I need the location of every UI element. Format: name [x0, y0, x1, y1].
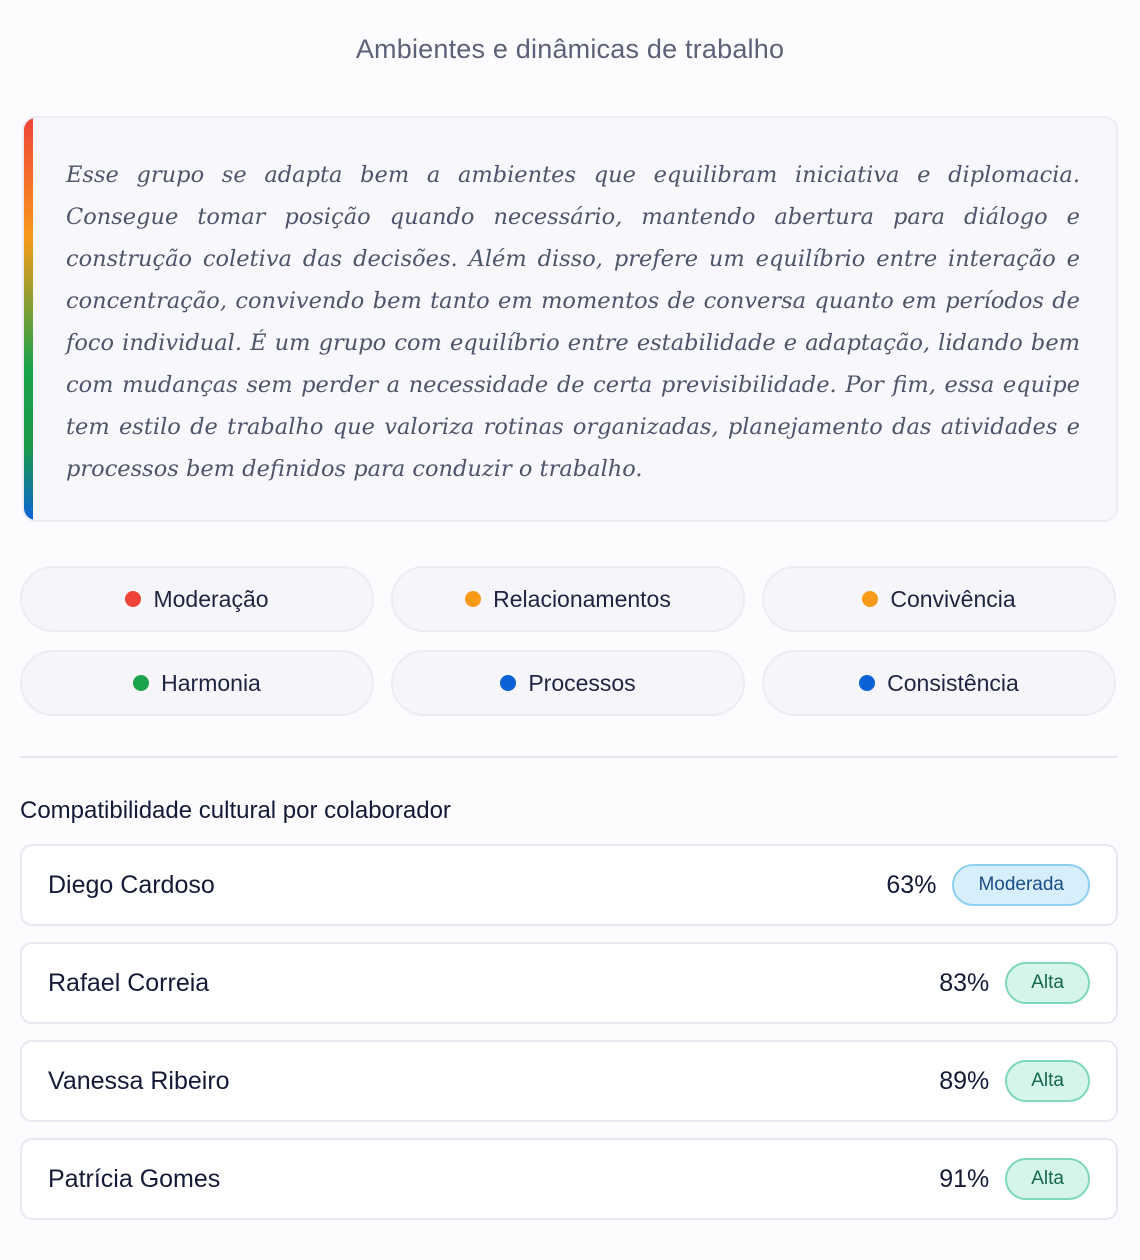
collaborator-name: Diego Cardoso	[48, 870, 215, 899]
collaborator-name: Rafael Correia	[48, 968, 210, 997]
collaborator-row	[20, 942, 1118, 1024]
collaborator-list	[20, 844, 1118, 1236]
collaborator-row	[20, 1040, 1118, 1122]
blue-dot-icon	[500, 675, 516, 691]
collaborator-name: Vanessa Ribeiro	[48, 1066, 230, 1095]
trait-tags	[20, 566, 1118, 716]
tag-label: Harmonia	[161, 669, 261, 696]
divider	[20, 756, 1118, 758]
green-dot-icon	[133, 675, 149, 691]
tag-convivencia	[762, 566, 1116, 632]
collaborator-row	[20, 1138, 1118, 1220]
compatibility-percent: 83%	[939, 968, 990, 997]
red-dot-icon	[125, 591, 141, 607]
tag-label: Processos	[528, 669, 636, 696]
tag-label: Relacionamentos	[493, 585, 671, 612]
section-title: Compatibilidade cultural por colaborador	[20, 797, 451, 824]
compatibility-badge: Alta	[1005, 1060, 1090, 1102]
tag-relacionamentos	[391, 566, 745, 632]
compatibility-percent: 91%	[939, 1164, 990, 1193]
description-text: Esse grupo se adapta bem a ambientes que equilibram iniciativa e diplomacia. Consegue tomar posição quando necessário, mantendo abertura para diálogo e construção coletiva das decisões. Além disso, prefere um equilíbrio entre interação e concentração, convivendo bem tanto em momentos de conversa quanto em períodos de foco individual. É um grupo com equilíbrio entre estabilidade e adaptação, lidando bem com mudanças sem perder a necessidade de certa previsibilidade. Por fim, essa equipe tem estilo de trabalho que valoriza rotinas organizadas, planejamento das atividades e processos bem definidos para conduzir o trabalho.	[66, 162, 1080, 482]
tag-processos	[391, 650, 745, 716]
description-card	[22, 116, 1118, 522]
gradient-accent-bar	[24, 118, 33, 520]
tag-harmonia	[20, 650, 374, 716]
orange-dot-icon	[862, 591, 878, 607]
tag-label: Moderação	[153, 585, 269, 612]
compatibility-badge: Alta	[1005, 962, 1090, 1004]
orange-dot-icon	[465, 591, 481, 607]
tag-label: Consistência	[887, 669, 1019, 696]
collaborator-row	[20, 844, 1118, 926]
blue-dot-icon	[859, 675, 875, 691]
compatibility-percent: 89%	[939, 1066, 990, 1095]
collaborator-name: Patrícia Gomes	[48, 1164, 221, 1193]
tag-moderacao	[20, 566, 374, 632]
compatibility-percent: 63%	[886, 870, 937, 899]
compatibility-badge: Alta	[1005, 1158, 1090, 1200]
tag-label: Convivência	[890, 585, 1016, 612]
tag-consistencia	[762, 650, 1116, 716]
compatibility-badge: Moderada	[952, 864, 1090, 906]
page-title: Ambientes e dinâmicas de trabalho	[355, 34, 785, 64]
